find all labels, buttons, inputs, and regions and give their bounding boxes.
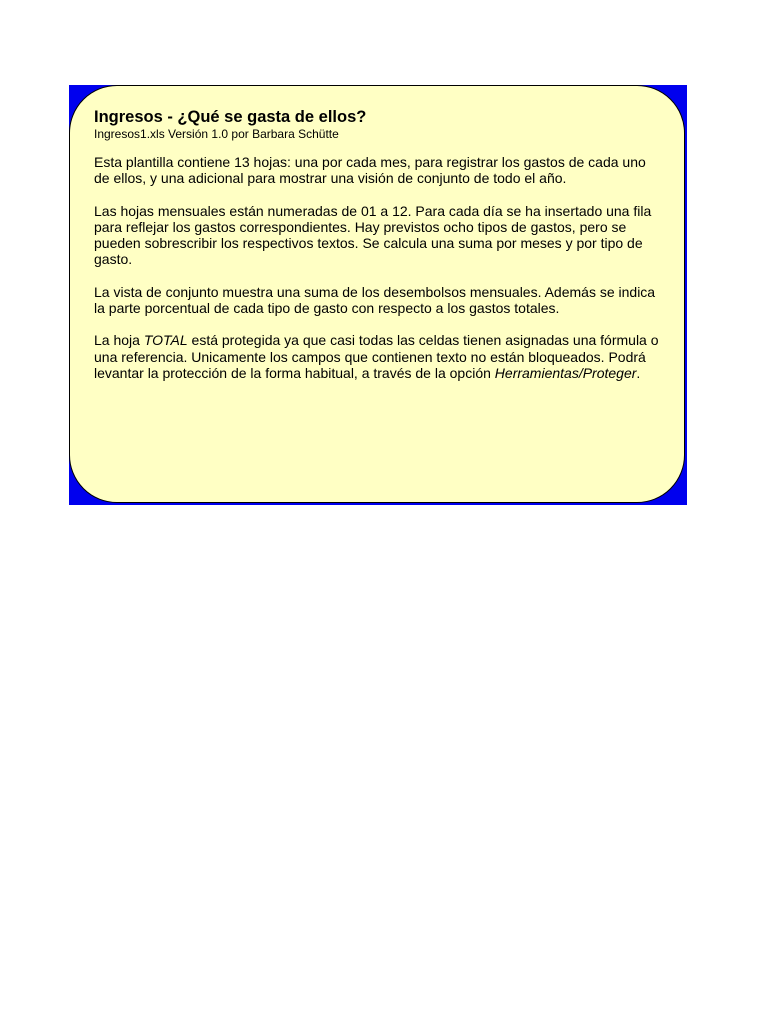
document-subtitle: Ingresos1.xls Versión 1.0 por Barbara Schütte [94,127,339,141]
protection-text-3: . [636,364,641,381]
menu-path: Herramientas/Proteger [494,364,637,381]
sheet-name-total: TOTAL [143,332,188,349]
paragraph-sheets-overview: Esta plantilla contiene 13 hojas: una por cada mes, para registrar los gastos de cada uno de ellos, y una adicional para mostrar una visión de conjunto de todo el año. [94,154,646,187]
protection-text-2: está protegida ya que casi todas las celdas tienen asignadas una fórmula o una referencia. Unicamente los campos que contienen texto no están bloqueados. Podrá levantar la protección de la forma habitual, a través de la opción [94,332,659,381]
note-card [69,85,685,503]
document-title: Ingresos - ¿Qué se gasta de ellos? [94,108,367,126]
paragraph-summary-view: La vista de conjunto muestra una suma de los desembolsos mensuales. Además se indica la parte porcentual de cada tipo de gasto con respecto a los gastos totales. [94,283,656,317]
protection-text-1: La hoja [94,332,144,349]
paragraph-protection [94,332,660,381]
paragraph-monthly-sheets: Las hojas mensuales están numeradas de 01 a 12. Para cada día se ha insertado una fila para reflejar los gastos correspondientes. Hay previstos ocho tipos de gastos, pero se pueden sobrescribir los respectivos textos. Se calcula una suma por meses y por tipo de gasto. [94,202,652,268]
blue-frame [69,85,687,505]
